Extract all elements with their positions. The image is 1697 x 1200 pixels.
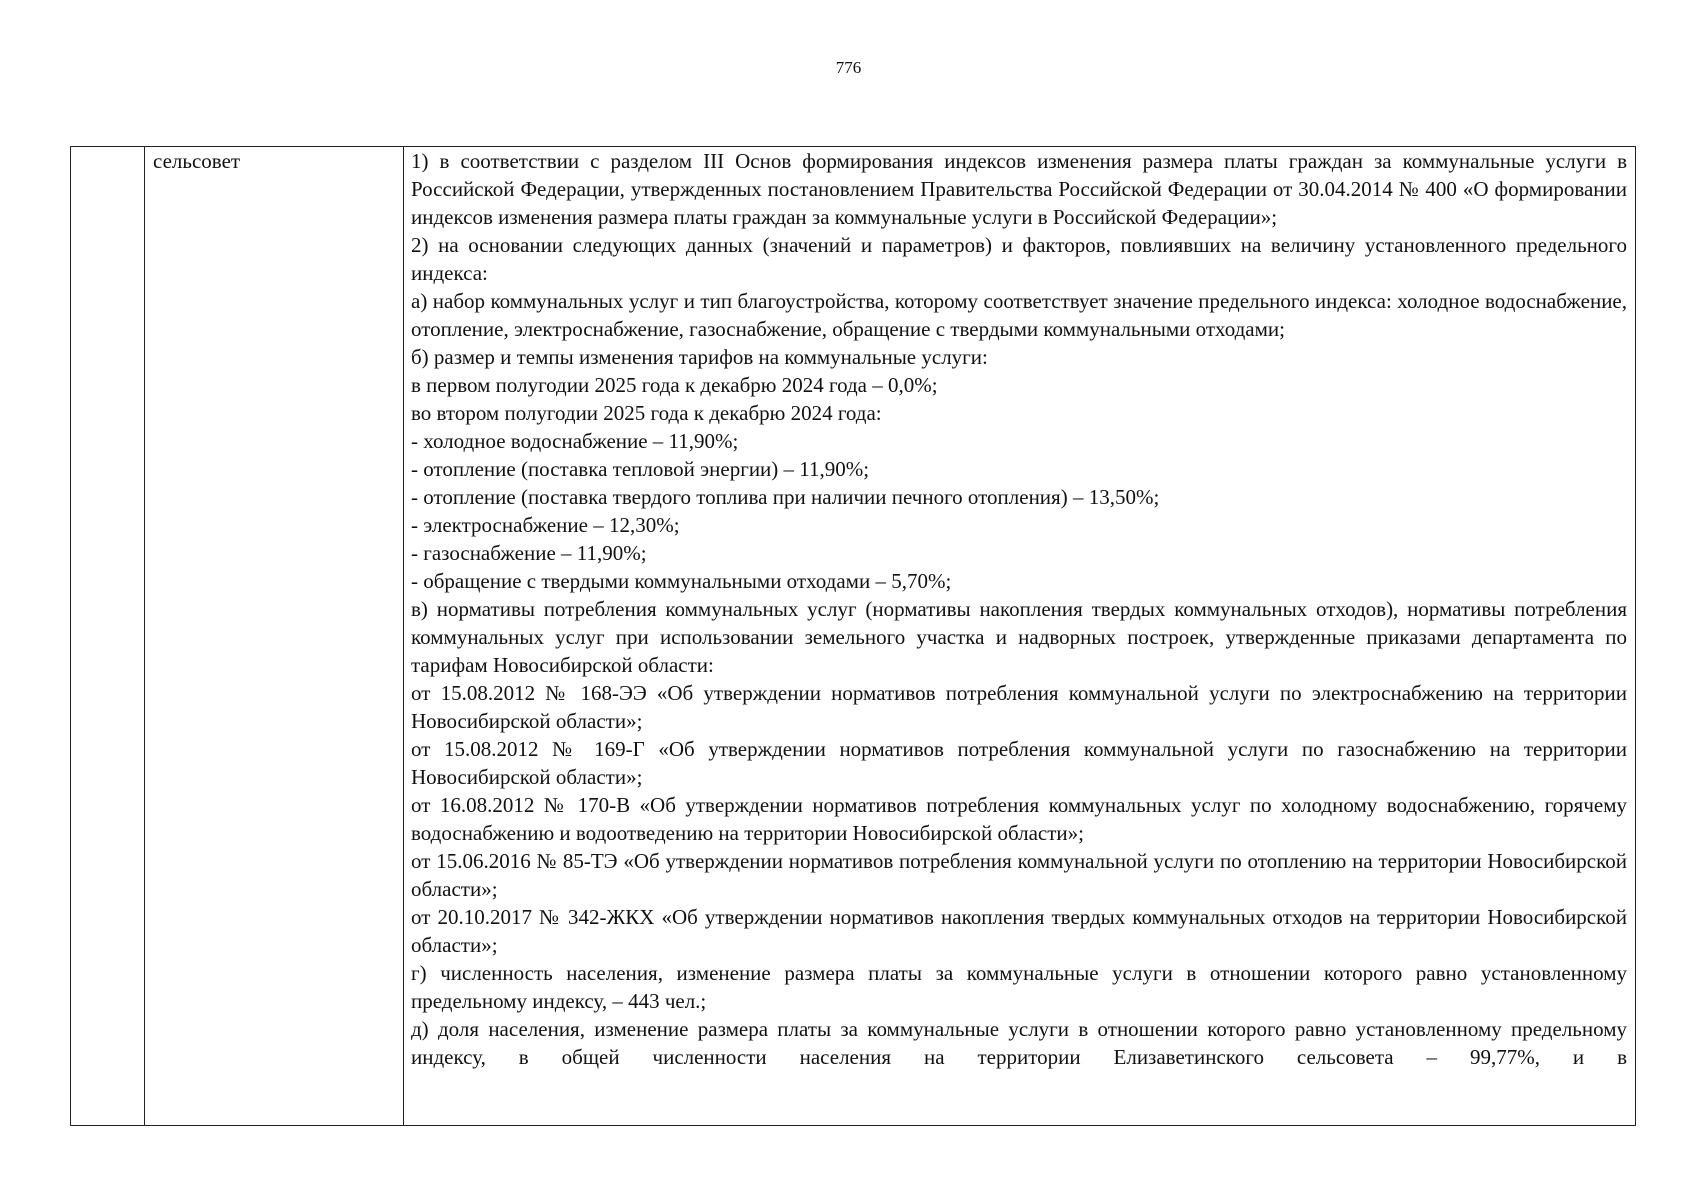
paragraph: от 15.08.2012 № 169-Г «Об утверждении нормативов потребления коммунальной услуги по газоснабжению на территории Новосибирской области»; [411,737,1627,789]
paragraph: б) размер и темпы изменения тарифов на коммунальные услуги: [411,345,988,369]
paragraph: 2) на основании следующих данных (значений и параметров) и факторов, повлиявших на величину установленного предельного индекса: [411,233,1627,285]
paragraph: г) численность населения, изменение размера платы за коммунальные услуги в отношении которого равно установленному предельному индексу, – 443 чел.; [411,961,1627,1013]
row-index-cell [71,147,144,1125]
paragraph: - электроснабжение – 12,30%; [411,513,680,537]
paragraph: от 15.08.2012 № 168-ЭЭ «Об утверждении нормативов потребления коммунальной услуги по электроснабжению на территории Новосибирской области»; [411,681,1627,733]
paragraph: - холодное водоснабжение – 11,90%; [411,429,739,453]
municipality-name-cell: сельсовет [144,147,403,1125]
paragraph: - газоснабжение – 11,90%; [411,541,647,565]
document-table [70,146,1636,1126]
paragraph: от 16.08.2012 № 170-В «Об утверждении нормативов потребления коммунальных услуг по холодному водоснабжению, горячему водоснабжению и водоотведению на территории Новосибирской области»; [411,793,1627,845]
paragraph: - отопление (поставка твердого топлива при наличии печного отопления) – 13,50%; [411,485,1160,509]
paragraph: во втором полугодии 2025 года к декабрю 2024 года: [411,401,882,425]
paragraph: в первом полугодии 2025 года к декабрю 2024 года – 0,0%; [411,373,938,397]
paragraph: 1) в соответствии с разделом III Основ формирования индексов изменения размера платы граждан за коммунальные услуги в Российской Федерации, утвержденных постановлением Правительства Российской Федерации от 30.04.2014 № 400 «О формировании индексов изменения размера платы граждан за коммунальные услуги в Российской Федерации»; [411,149,1627,229]
paragraph: а) набор коммунальных услуг и тип благоустройства, которому соответствует значение предельного индекса: холодное водоснабжение, отопление, электроснабжение, газоснабжение, обращение с твердыми коммунальными отходами; [411,289,1627,341]
paragraph: д) доля населения, изменение размера платы за коммунальные услуги в отношении которого равно установленному предельному индексу, в общей численности населения на территории Елизаветинского сельсовета – 99,77%, и в [411,1017,1627,1069]
paragraph: от 20.10.2017 № 342-ЖКХ «Об утверждении нормативов накопления твердых коммунальных отходов на территории Новосибирской области»; [411,905,1627,957]
page-number: 776 [835,58,862,77]
paragraph: в) нормативы потребления коммунальных услуг (нормативы накопления твердых коммунальных отходов), нормативы потребления коммунальных услуг при использовании земельного участка и надворных построек, утвержденные приказами департамента по тарифам Новосибирской области: [411,597,1627,677]
paragraph: - отопление (поставка тепловой энергии) – 11,90%; [411,457,870,481]
justification-text-cell [403,147,1635,1125]
paragraph: - обращение с твердыми коммунальными отходами – 5,70%; [411,569,952,593]
paragraph: от 15.06.2016 № 85-ТЭ «Об утверждении нормативов потребления коммунальной услуги по отоплению на территории Новосибирской области»; [411,849,1627,901]
